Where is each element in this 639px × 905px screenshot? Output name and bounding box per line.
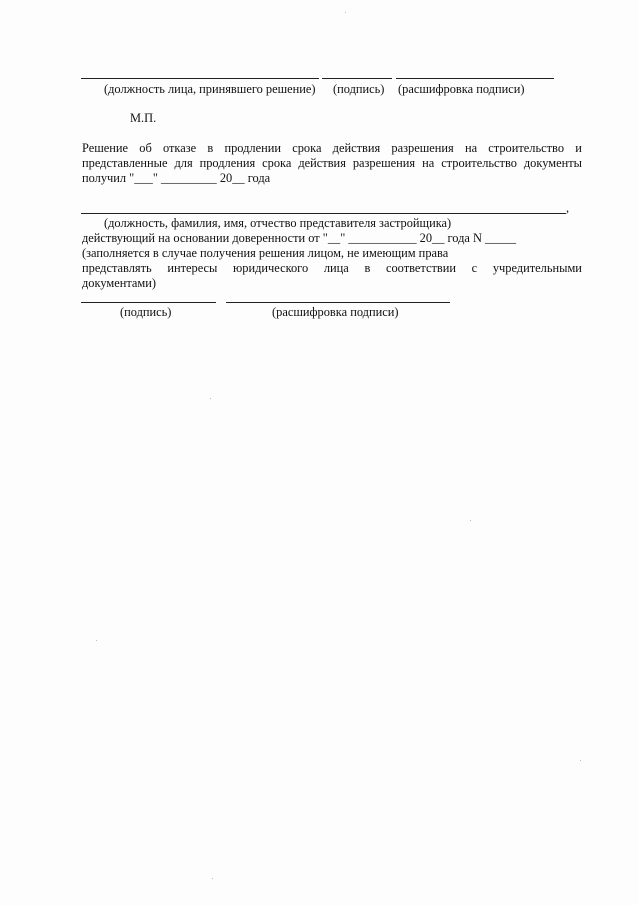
decision-received-line: получил "___" _________ 20__ года <box>82 171 271 185</box>
decoding2-underline <box>226 302 450 303</box>
power-of-attorney-line: действующий на основании доверенности от "__" ___________ 20__ года N _____ <box>82 231 517 245</box>
scan-speck <box>212 878 213 879</box>
signature-underline <box>322 78 392 79</box>
caption-decoding: (расшифровка подписи) <box>398 82 525 96</box>
scan-speck <box>580 760 581 761</box>
representative-caption: (должность, фамилия, имя, отчество представителя застройщика) <box>104 216 452 230</box>
note-line-3: документами) <box>82 276 157 290</box>
scan-speck <box>96 640 97 641</box>
decision-line-2: представленные для продления срока действия разрешения на строительство документы <box>82 156 582 170</box>
caption2-decoding: (расшифровка подписи) <box>272 305 399 319</box>
caption-position: (должность лица, принявшего решение) <box>104 82 316 96</box>
seal-mark: М.П. <box>130 111 157 125</box>
scan-speck <box>345 12 346 13</box>
caption-signature: (подпись) <box>333 82 385 96</box>
decision-line-1: Решение об отказе в продлении срока действия разрешения на строительство и <box>82 141 582 155</box>
representative-underline <box>81 213 566 214</box>
scan-speck <box>470 520 471 521</box>
position-underline <box>81 78 319 79</box>
note-line-2: представлять интересы юридического лица в соответствии с учредительными <box>82 261 582 275</box>
decoding-underline <box>396 78 554 79</box>
scan-speck <box>210 398 211 399</box>
representative-trailing-comma: , <box>566 201 570 215</box>
caption2-signature: (подпись) <box>120 305 172 319</box>
signature2-underline <box>81 302 216 303</box>
note-line-1: (заполняется в случае получения решения лицом, не имеющим права <box>82 246 449 260</box>
